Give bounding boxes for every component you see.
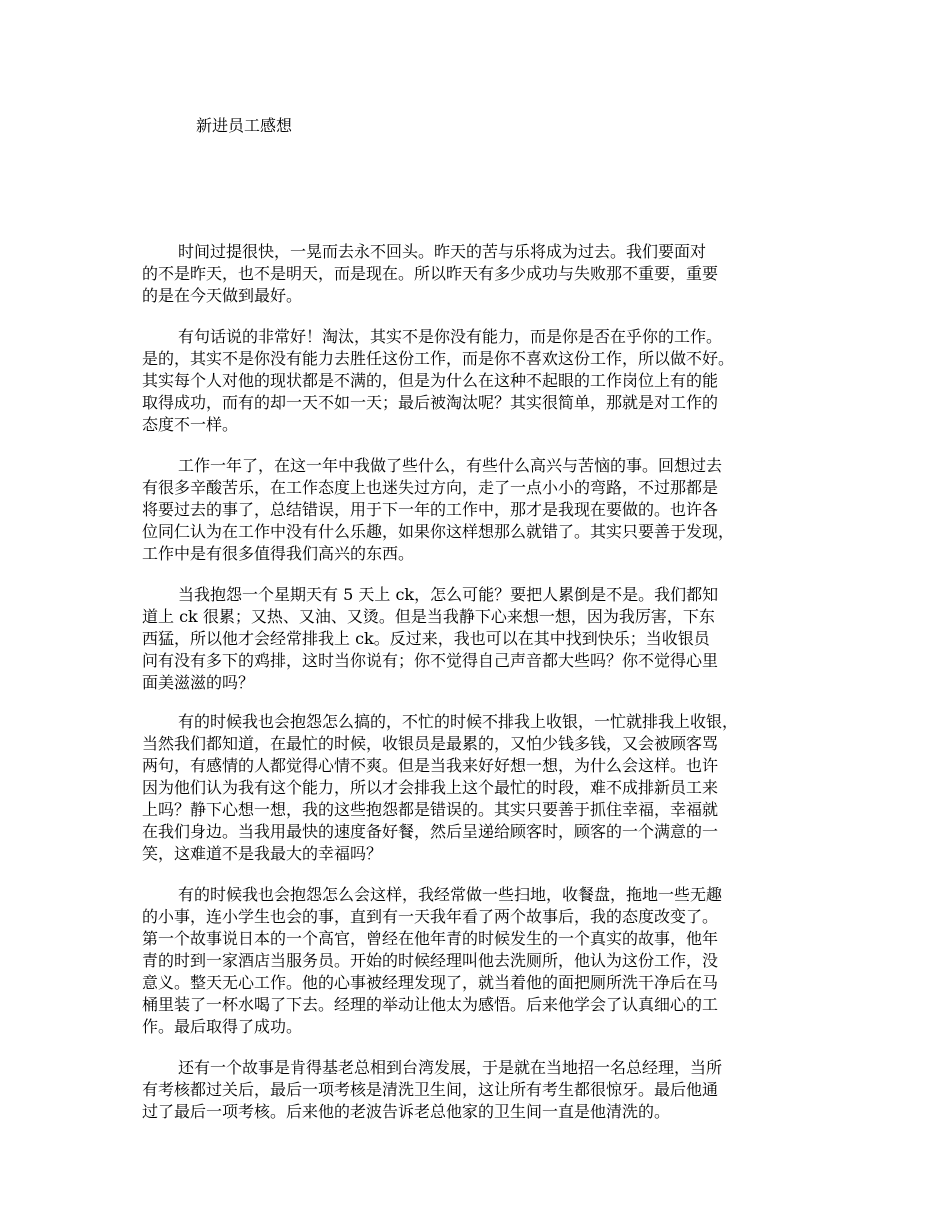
- document-title: 新进员工感想: [196, 116, 293, 135]
- paragraph-3: [142, 455, 842, 565]
- paragraph-line: 作。最后取得了成功。: [142, 1017, 303, 1036]
- paragraph-line: 过了最后一项考核。后来他的老波告诉老总他家的卫生间一直是他清洗的。: [142, 1102, 671, 1121]
- paragraph-line: 问有没有多下的鸡排，这时当你说有；你不觉得自己声音都大些吗？你不觉得心里: [142, 651, 719, 670]
- paragraph-line: 在我们身边。当我用最快的速度备好餐，然后呈递给顾客时，顾客的一个满意的一: [142, 822, 719, 841]
- paragraph-line: 有句话说的非常好！淘汰，其实不是你没有能力，而是你是否在乎你的工作。: [178, 327, 723, 346]
- paragraph-line: 是的，其实不是你没有能力去胜任这份工作，而是你不喜欢这份工作，所以做不好。: [142, 349, 735, 368]
- paragraph-line: 将要过去的事了，总结错误，用于下一年的工作中，那才是我现在要做的。也许各: [142, 500, 719, 519]
- paragraph-line: 态度不一样。: [142, 415, 239, 434]
- paragraph-line: 面美滋滋的吗？: [142, 673, 255, 692]
- paragraph-line: 还有一个故事是肯得基老总相到台湾发展，于是就在当地招一名总经理，当所: [178, 1058, 723, 1077]
- paragraph-line: 道上 ck 很累；又热、又油、又烫。但是当我静下心来想一想，因为我厉害，下东: [142, 607, 715, 626]
- paragraph-line: 两句，有感情的人都觉得心情不爽。但是当我来好好想一想，为什么会这样。也许: [142, 756, 719, 775]
- paragraph-line: 西猛，所以他才会经常排我上 ck。反过来，我也可以在其中找到快乐；当收银员: [142, 629, 710, 648]
- paragraph-6: [142, 884, 842, 1038]
- paragraph-line: 因为他们认为我有这个能力，所以才会排我上这个最忙的时段，难不成排新员工来: [142, 778, 719, 797]
- paragraph-2: [142, 326, 842, 436]
- paragraph-7: [142, 1057, 842, 1123]
- paragraph-5: [142, 711, 842, 865]
- paragraph-line: 的不是昨天，也不是明天，而是现在。所以昨天有多少成功与失败那不重要，重要: [142, 264, 719, 283]
- paragraph-1: [142, 241, 842, 307]
- paragraph-line: 桶里装了一杯水喝了下去。经理的举动让他太为感悟。后来他学会了认真细心的工: [142, 995, 719, 1014]
- paragraph-line: 工作中是有很多值得我们高兴的东西。: [142, 544, 415, 563]
- paragraph-line: 青的时到一家酒店当服务员。开始的时候经理叫他去洗厕所，他认为这份工作，没: [142, 951, 719, 970]
- paragraph-line: 第一个故事说日本的一个高官，曾经在他年青的时候发生的一个真实的故事，他年: [142, 929, 719, 948]
- paragraph-4: [142, 584, 842, 694]
- paragraph-line: 有考核都过关后，最后一项考核是清洗卫生间，这让所有考生都很惊牙。最后他通: [142, 1080, 719, 1099]
- paragraph-line: 有的时候我也会抱怨怎么搞的，不忙的时候不排我上收银，一忙就排我上收银，: [178, 712, 739, 731]
- paragraph-line: 时间过提很快，一晃而去永不回头。昨天的苦与乐将成为过去。我们要面对: [178, 242, 707, 261]
- paragraph-line: 有很多辛酸苦乐，在工作态度上也迷失过方向，走了一点小小的弯路，不过那都是: [142, 478, 719, 497]
- paragraph-line: 意义。整天无心工作。他的心事被经理发现了，就当着他的面把厕所洗干净后在马: [142, 973, 719, 992]
- paragraph-line: 当我抱怨一个星期天有 5 天上 ck，怎么可能？要把人累倒是不是。我们都知: [178, 585, 719, 604]
- paragraph-line: 其实每个人对他的现状都是不满的，但是为什么在这种不起眼的工作岗位上有的能: [142, 371, 719, 390]
- paragraph-line: 位同仁认为在工作中没有什么乐趣，如果你这样想那么就错了。其实只要善于发现，: [142, 522, 735, 541]
- paragraph-line: 上吗？静下心想一想，我的这些抱怨都是错误的。其实只要善于抓住幸福，幸福就: [142, 800, 719, 819]
- paragraph-line: 工作一年了，在这一年中我做了些什么，有些什么高兴与苦恼的事。回想过去: [178, 456, 723, 475]
- paragraph-line: 的是在今天做到最好。: [142, 286, 303, 305]
- paragraph-line: 的小事，连小学生也会的事，直到有一天我年看了两个故事后，我的态度改变了。: [142, 907, 719, 926]
- paragraph-line: 笑，这难道不是我最大的幸福吗？: [142, 844, 383, 863]
- paragraph-line: 有的时候我也会抱怨怎么会这样，我经常做一些扫地，收餐盘，拖地一些无趣: [178, 885, 723, 904]
- paragraph-line: 取得成功，而有的却一天不如一天；最后被淘汰呢？其实很简单，那就是对工作的: [142, 393, 719, 412]
- paragraph-line: 当然我们都知道，在最忙的时候，收银员是最累的，又怕少钱多钱，又会被顾客骂: [142, 734, 719, 753]
